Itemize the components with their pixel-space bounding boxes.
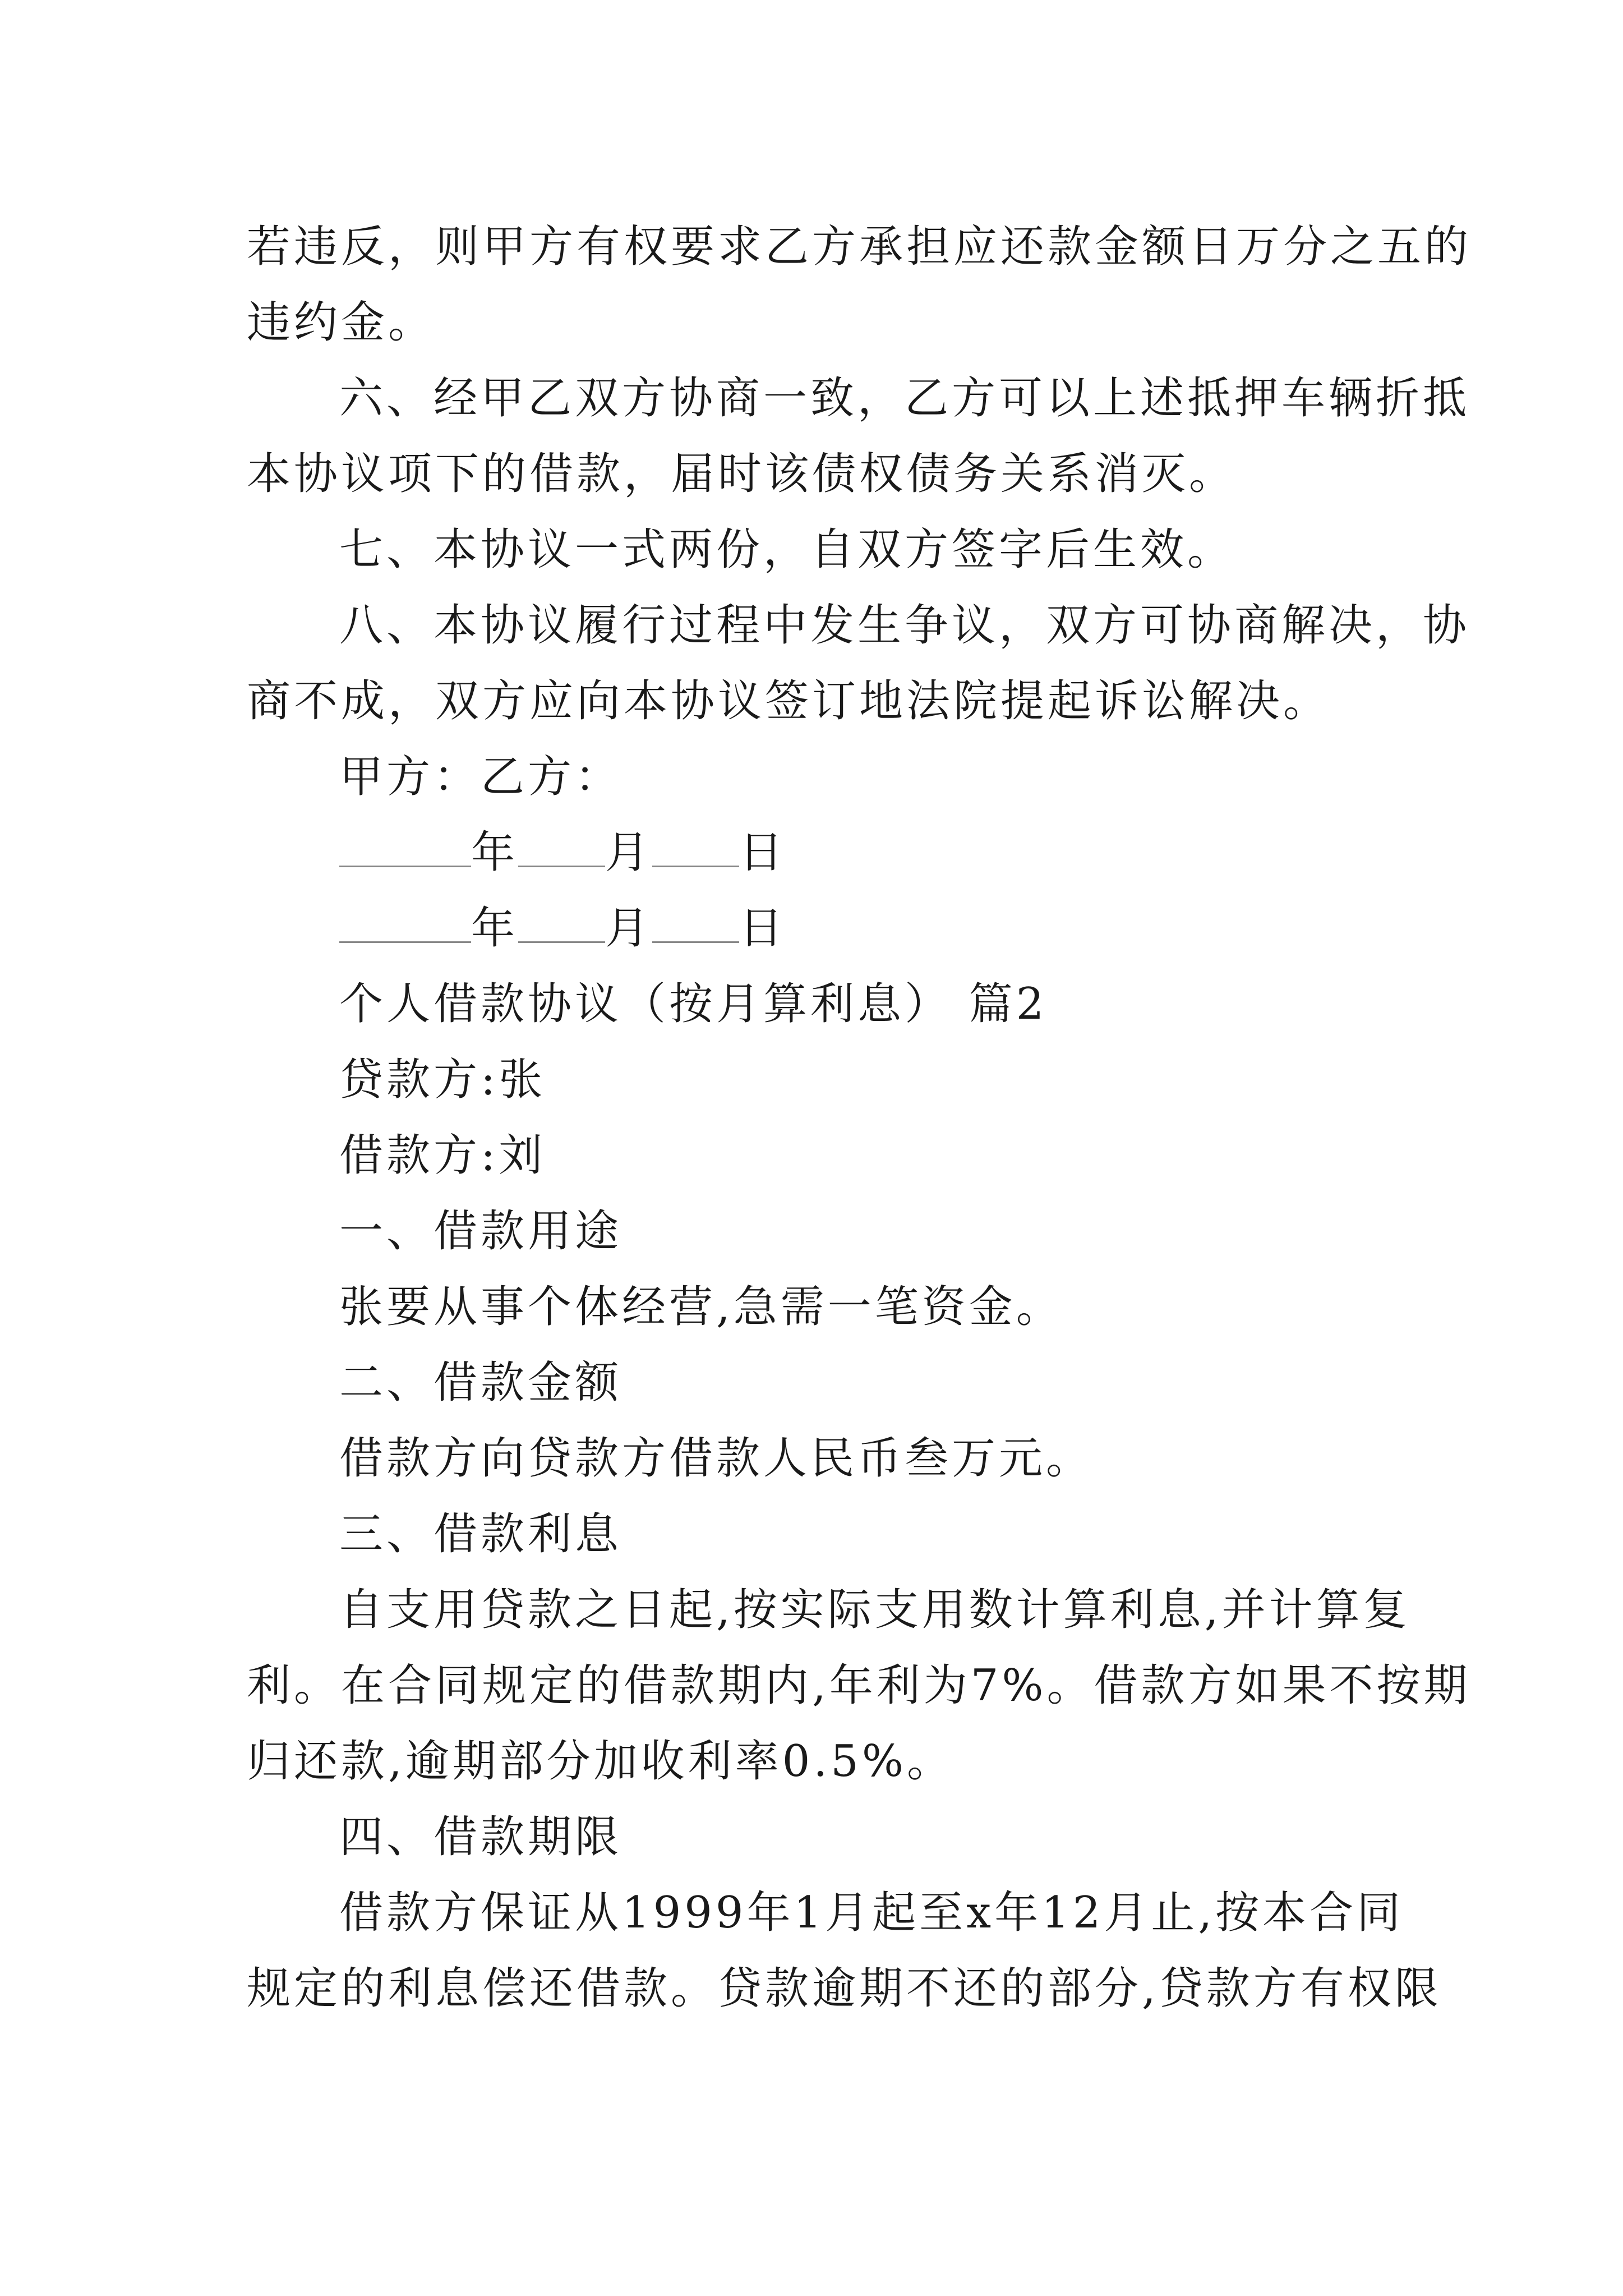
heading-purpose: 一、借款用途 (339, 1206, 623, 1257)
paragraph-line: 借款方保证从1999年1月起至x年12月止,按本合同 (339, 1888, 1404, 1938)
year-label: 年 (471, 903, 519, 954)
month-blank (518, 826, 605, 867)
section-title: 个人借款协议（按月算利息） 篇2 (339, 979, 1048, 1029)
year-label: 年 (471, 827, 519, 878)
month-label: 月 (605, 827, 653, 878)
day-label: 日 (739, 903, 787, 954)
month-label: 月 (605, 903, 653, 954)
date-line (339, 889, 1394, 968)
clause-eight: 八、本协议履行过程中发生争议，双方可协商解决，协 (339, 600, 1470, 651)
heading-interest: 三、借款利息 (339, 1509, 623, 1559)
year-blank (339, 902, 471, 943)
paragraph-line: 若违反，则甲方有权要求乙方承担应还款金额日万分之五的 (247, 222, 1472, 272)
borrower-line: 借款方:刘 (339, 1130, 546, 1181)
day-blank (652, 826, 739, 867)
heading-term: 四、借款期限 (339, 1812, 623, 1862)
paragraph-line: 规定的利息偿还借款。贷款逾期不还的部分,贷款方有权限 (247, 1963, 1442, 2014)
paragraph-line: 归还款,逾期部分加收利率0.5%。 (247, 1736, 954, 1787)
clause-seven: 七、本协议一式两份，自双方签字后生效。 (339, 524, 1235, 575)
paragraph-line: 本协议项下的借款，届时该债权债务关系消灭。 (247, 449, 1237, 499)
day-label: 日 (739, 827, 787, 878)
paragraph-line: 违约金。 (247, 297, 436, 348)
paragraph-line: 商不成，双方应向本协议签订地法院提起诉讼解决。 (247, 676, 1331, 726)
year-blank (339, 826, 471, 867)
paragraph-line: 借款方向贷款方借款人民币叁万元。 (339, 1433, 1094, 1484)
paragraph-line: 张要从事个体经营,急需一笔资金。 (339, 1282, 1063, 1332)
heading-amount: 二、借款金额 (339, 1358, 623, 1408)
lender-line: 贷款方:张 (339, 1055, 546, 1105)
paragraph-line: 利。在合同规定的借款期内,年利为7%。借款方如果不按期 (247, 1660, 1471, 1711)
signature-parties: 甲方：乙方： (339, 752, 623, 802)
clause-six: 六、经甲乙双方协商一致，乙方可以上述抵押车辆折抵 (339, 373, 1470, 424)
date-line (339, 813, 1394, 892)
day-blank (652, 902, 739, 943)
paragraph-line: 自支用贷款之日起,按实际支用数计算利息,并计算复 (339, 1585, 1410, 1635)
month-blank (518, 902, 605, 943)
